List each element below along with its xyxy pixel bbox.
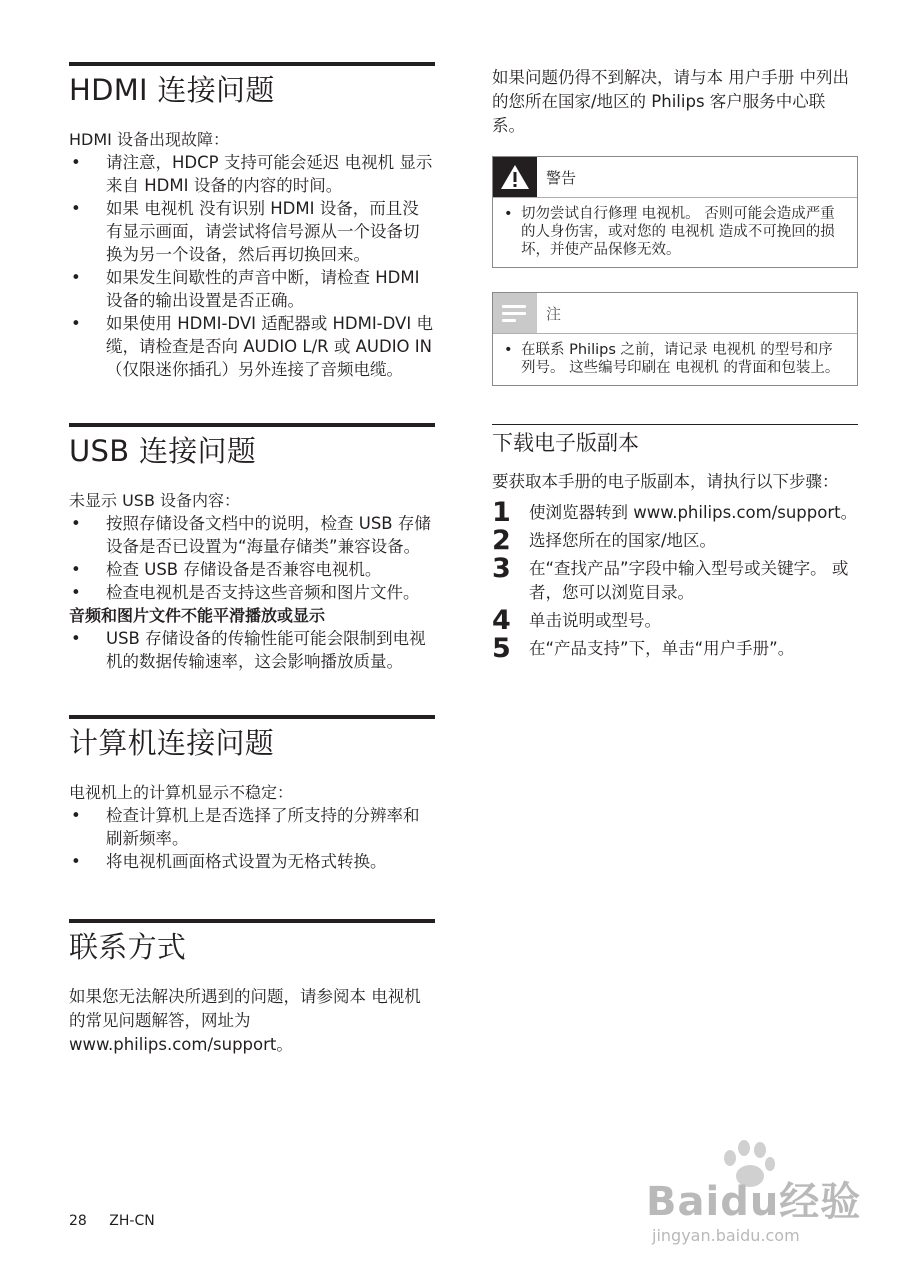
warning-label: 警告 [546, 168, 577, 187]
step-item [492, 497, 858, 528]
note-box [492, 292, 858, 386]
hdmi-bullets [69, 151, 435, 381]
page-footer [69, 1213, 155, 1229]
list-item: • USB 存储设备的传输性能可能会限制到电视机的数据传输速率，这会影响播放质量。 [69, 627, 435, 673]
contact-section [69, 919, 435, 1057]
step-item [492, 553, 858, 605]
download-paragraph: 要获取本手册的电子版副本，请执行以下步骤： [492, 472, 839, 491]
hdmi-section [69, 62, 435, 381]
section-rule [69, 919, 435, 923]
list-item: • 将电视机画面格式设置为无格式转换。 [69, 850, 435, 873]
hdmi-title: HDMI 连接问题 [69, 73, 275, 107]
step-number: 4 [492, 605, 511, 636]
list-item: • 如果 电视机 没有识别 HDMI 设备，而且没有显示画面，请尝试将信号源从一个设备切换为另一个设备，然后再切换回来。 [69, 197, 435, 266]
language-code: ZH-CN [109, 1213, 155, 1229]
step-number: 5 [492, 633, 511, 664]
right-column [492, 62, 858, 665]
download-title: 下载电子版副本 [492, 431, 639, 455]
step-item [492, 525, 858, 556]
contact-title: 联系方式 [69, 930, 187, 964]
step-text: 使浏览器转到 www.philips.com/support。 [529, 503, 858, 522]
list-item: • 检查电视机是否支持这些音频和图片文件。 [69, 581, 435, 604]
step-text: 选择您所在的国家/地区。 [529, 531, 717, 550]
left-column [69, 62, 435, 1057]
list-item: • 请注意，HDCP 支持可能会延迟 电视机 显示来自 HDMI 设备的内容的时间。 [69, 151, 435, 197]
step-text: 单击说明或型号。 [529, 611, 661, 630]
usb-section [69, 423, 435, 673]
list-item: • 检查 USB 存储设备是否兼容电视机。 [69, 558, 435, 581]
download-steps [492, 497, 858, 664]
contact-paragraph: 如果您无法解决所遇到的问题，请参阅本 电视机 的常见问题解答，网址为 www.philips.com/support。 [69, 987, 421, 1054]
usb-subhead-playback: 音频和图片文件不能平滑播放或显示 [69, 606, 326, 625]
hdmi-subhead: HDMI 设备出现故障： [69, 130, 229, 149]
list-item: • 按照存储设备文档中的说明，检查 USB 存储设备是否已设置为“海量存储类”兼容设备。 [69, 512, 435, 558]
pc-bullets [69, 804, 435, 873]
list-item: • 切勿尝试自行修理 电视机。 否则可能会造成严重的人身伤害，或对您的 电视机 造成不可挽回的损坏，并使产品保修无效。 [503, 205, 847, 259]
pc-section [69, 715, 435, 873]
step-item [492, 633, 858, 664]
page-number: 28 [69, 1213, 87, 1229]
list-item: • 在联系 Philips 之前，请记录 电视机 的型号和序列号。 这些编号印刷在 电视机 的背面和包装上。 [503, 341, 847, 377]
step-text: 在“产品支持”下，单击“用户手册”。 [529, 639, 795, 658]
note-header [493, 293, 857, 333]
step-item [492, 605, 858, 636]
step-number: 2 [492, 525, 511, 556]
step-number: 3 [492, 553, 511, 584]
watermark-url: jingyan.baidu.com [652, 1226, 800, 1245]
section-rule [492, 424, 858, 425]
intro-paragraph: 如果问题仍得不到解决，请与本 用户手册 中列出的您所在国家/地区的 Philips 客户服务中心联系。 [492, 68, 849, 135]
usb-title: USB 连接问题 [69, 434, 257, 468]
watermark-logo: Baidu经验 [646, 1179, 862, 1225]
usb-subhead: 未显示 USB 设备内容： [69, 491, 241, 510]
pc-title: 计算机连接问题 [69, 726, 275, 760]
note-list [503, 341, 847, 377]
warning-icon [493, 157, 537, 197]
list-item: • 如果使用 HDMI-DVI 适配器或 HDMI-DVI 电缆，请检查是否向 AUDIO L/R 或 AUDIO IN（仅限迷你插孔）另外连接了音频电缆。 [69, 312, 435, 381]
list-item: • 检查计算机上是否选择了所支持的分辨率和刷新频率。 [69, 804, 435, 850]
section-rule [69, 423, 435, 427]
usb-playback-bullets [69, 627, 435, 673]
warning-list [503, 205, 847, 259]
section-rule [69, 62, 435, 66]
list-item: • 如果发生间歇性的声音中断，请检查 HDMI 设备的输出设置是否正确。 [69, 266, 435, 312]
step-number: 1 [492, 497, 511, 528]
baidu-watermark [640, 1140, 870, 1250]
warning-header [493, 157, 857, 197]
note-icon [493, 293, 537, 333]
note-label: 注 [546, 304, 562, 323]
usb-bullets [69, 512, 435, 604]
section-rule [69, 715, 435, 719]
warning-box [492, 156, 858, 268]
step-text: 在“查找产品”字段中输入型号或关键字。 或者，您可以浏览目录。 [529, 559, 849, 602]
pc-subhead: 电视机上的计算机显示不稳定： [69, 783, 294, 802]
download-section [492, 424, 858, 664]
